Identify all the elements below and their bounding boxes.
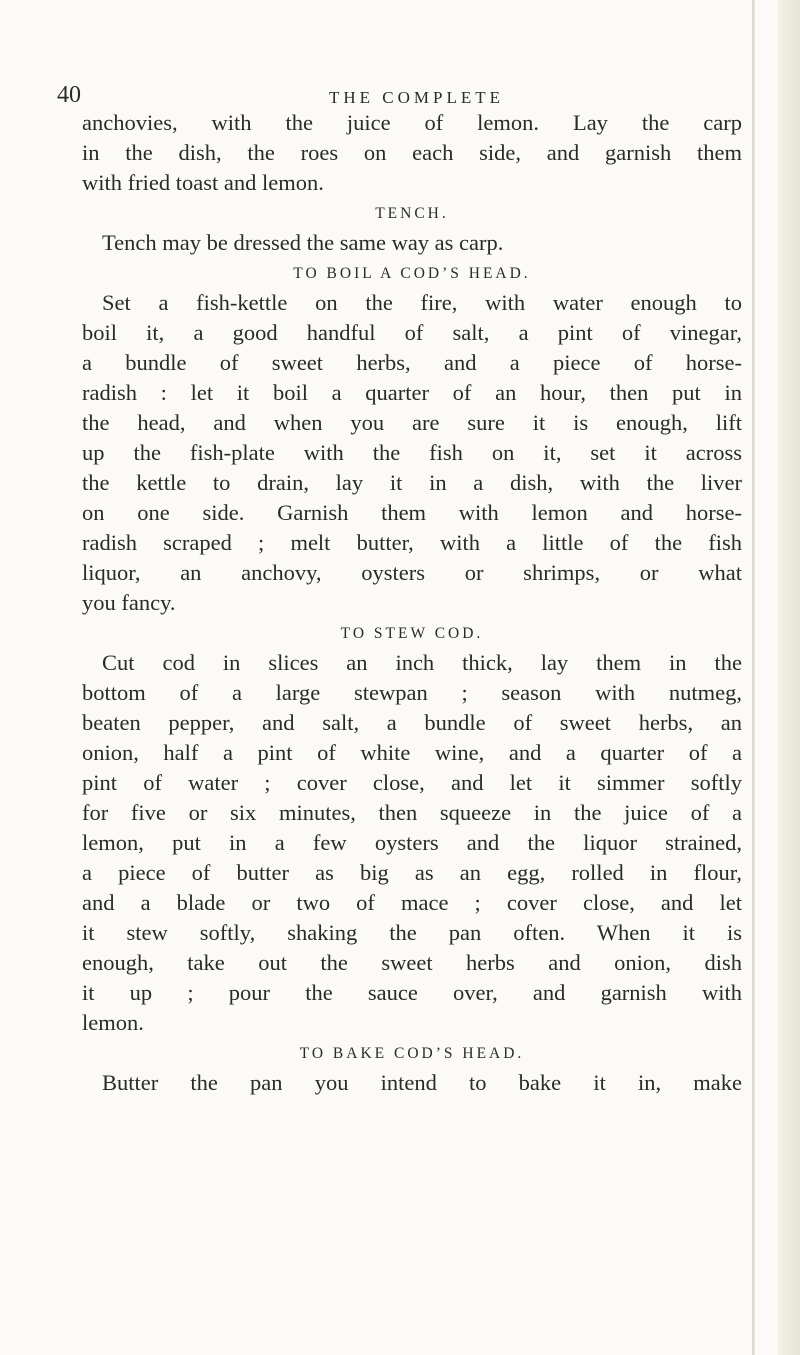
text-line: it stew softly, shaking the pan often. When it is (82, 920, 742, 945)
text-line: lemon, put in a few oysters and the liquor strained, (82, 830, 742, 855)
text-line: Butter the pan you intend to bake it in, make (102, 1070, 742, 1095)
text-line: the head, and when you are sure it is enough, lift (82, 410, 742, 435)
text-line: liquor, an anchovy, oysters or shrimps, or what (82, 560, 742, 585)
text-line: onion, half a pint of white wine, and a quarter of a (82, 740, 742, 765)
section-heading-boil-cods-head: TO BOIL A COD’S HEAD. (293, 265, 531, 282)
text-line: and a blade or two of mace ; cover close, and let (82, 890, 742, 915)
text-line: pint of water ; cover close, and let it simmer softly (82, 770, 742, 795)
text-line: in the dish, the roes on each side, and garnish them (82, 140, 742, 165)
text-line: lemon. (82, 1010, 144, 1035)
text-line: bottom of a large stewpan ; season with nutmeg, (82, 680, 742, 705)
text-line: it up ; pour the sauce over, and garnish with (82, 980, 742, 1005)
text-line: Set a fish-kettle on the fire, with water enough to (102, 290, 742, 315)
text-line: Tench may be dressed the same way as carp. (102, 230, 504, 255)
page-margin-shadow (778, 0, 800, 1355)
text-line: anchovies, with the juice of lemon. Lay the carp (82, 110, 742, 135)
text-line: a bundle of sweet herbs, and a piece of horse- (82, 350, 742, 375)
page-number: 40 (57, 82, 81, 108)
text-line: for five or six minutes, then squeeze in the juice of a (82, 800, 742, 825)
text-line: radish : let it boil a quarter of an hour, then put in (82, 380, 742, 405)
text-line: you fancy. (82, 590, 176, 615)
page-edge (752, 0, 755, 1355)
running-head: THE COMPLETE (329, 88, 505, 107)
text-line: Cut cod in slices an inch thick, lay them in the (102, 650, 742, 675)
text-line: up the fish-plate with the fish on it, set it across (82, 440, 742, 465)
text-line: boil it, a good handful of salt, a pint of vinegar, (82, 320, 742, 345)
page-text (82, 108, 742, 1098)
text-line: the kettle to drain, lay it in a dish, with the liver (82, 470, 742, 495)
text-line: on one side. Garnish them with lemon and horse- (82, 500, 742, 525)
text-line: enough, take out the sweet herbs and onion, dish (82, 950, 742, 975)
text-line: radish scraped ; melt butter, with a little of the fish (82, 530, 742, 555)
text-line: beaten pepper, and salt, a bundle of sweet herbs, an (82, 710, 742, 735)
section-heading-tench: TENCH. (375, 205, 449, 222)
text-line: with fried toast and lemon. (82, 170, 324, 195)
section-heading-bake-cods-head: TO BAKE COD’S HEAD. (299, 1045, 525, 1062)
section-heading-stew-cod: TO STEW COD. (340, 625, 484, 642)
text-line: a piece of butter as big as an egg, rolled in flour, (82, 860, 742, 885)
